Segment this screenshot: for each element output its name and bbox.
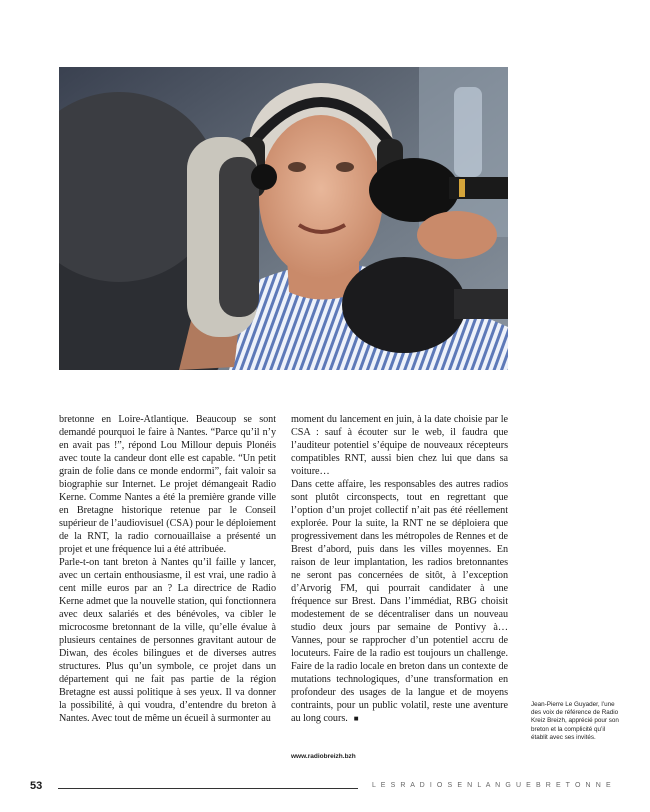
article-paragraph-text: Dans cette affaire, les responsables des autres radios sont plutôt circonspects, tout en regrettant que l’option d’un projet collectif n’ait pas été réellement explorée. Pour la suite, la RNT ne se déploiera que progressivement dans les métropoles de Rennes et de Brest d’abord, puis dans les villes moyennes. En raison de leur implantation, les radios bretonnantes ne seront pas concernées de sitôt, à l’exception d’Arvorig FM, qui pourrait candidater à une fréquence sur Brest. Dans l’immédiat, RBG choisit modestement de se décentraliser dans un nouveau studio deux jours par semaine de Pontivy à… Vannes, pour se rapprocher d’un potentiel accru de locuteurs. Faire de la radio est toujours un challenge. Faire de la radio locale en breton dans un contexte de mutations technologiques, d’une transformation en profondeur des usages de la langue et de moyens contraints, pour un public volatil, reste une aventure au long cours. xyxy=(291,479,508,724)
article-paragraph xyxy=(291,478,508,725)
article-column-1 xyxy=(59,413,276,725)
source-url: www.radiobreizh.bzh xyxy=(291,753,356,760)
article-column-2 xyxy=(291,413,508,725)
article-paragraph: Parle-t-on tant breton à Nantes qu’il faille y lancer, avec un certain enthousiasme, il est vrai, une radio à cent mille euros par an ? La directrice de Radio Kerne admet que la nouvelle station, qui fonctionnera avec deux salariés et des bénévoles, va cibler le microcosme bretonnant de la ville, qu’elle évalue à plusieurs centaines de personnes gravitant autour de Diwan, des écoles bilingues et de diverses autres structures. Plus qu’un symbole, ce projet dans un département qui ne fait pas partie de la région Bretagne est aussi politique à ses yeux. Il va donner la possibilité, à qui voudra, d’entendre du breton à Nantes. Avec tout de même un écueil à surmonter au xyxy=(59,557,276,724)
photo-caption: Jean-Pierre Le Guyader, l’une des voix de référence de Radio Kreiz Breizh, apprécié pour son breton et la complicité qu’il établit avec ses invités. xyxy=(531,701,619,741)
page-number: 53 xyxy=(30,780,43,792)
article-paragraph: bretonne en Loire-Atlantique. Beaucoup se sont demandé pourquoi le faire à Nantes. “Parce qu’il n’y en avait pas !”, répond Lou Millour depuis Plonéis avec toute la candeur dont elle est capable. “Un petit grain de folie dans ce monde endormi”, fait valoir sa biographie sur Internet. Le projet démangeait Radio Kerne. Comme Nantes a été la première grande ville en Bretagne historique retenue par le Conseil supérieur de l’audiovisuel (CSA) pour le déploiement de la RNT, la radio cornouaillaise a présenté un projet et une fréquence lui a été attribuée. xyxy=(59,414,276,555)
running-head: L E S R A D I O S E N L A N G U E B R E T O N N E xyxy=(372,782,613,789)
article-paragraph: moment du lancement en juin, à la date choisie par le CSA : sauf à écouter sur le web, il faudra que l’auditeur potentiel s’équipe de nouveaux récepteurs compatibles RNT, aussi bien chez lui que dans sa voiture… xyxy=(291,414,508,477)
footer-divider xyxy=(58,788,358,789)
end-of-article-mark: ■ xyxy=(353,714,359,723)
photo-radio-host xyxy=(59,67,508,370)
photo-illustration xyxy=(59,67,508,370)
